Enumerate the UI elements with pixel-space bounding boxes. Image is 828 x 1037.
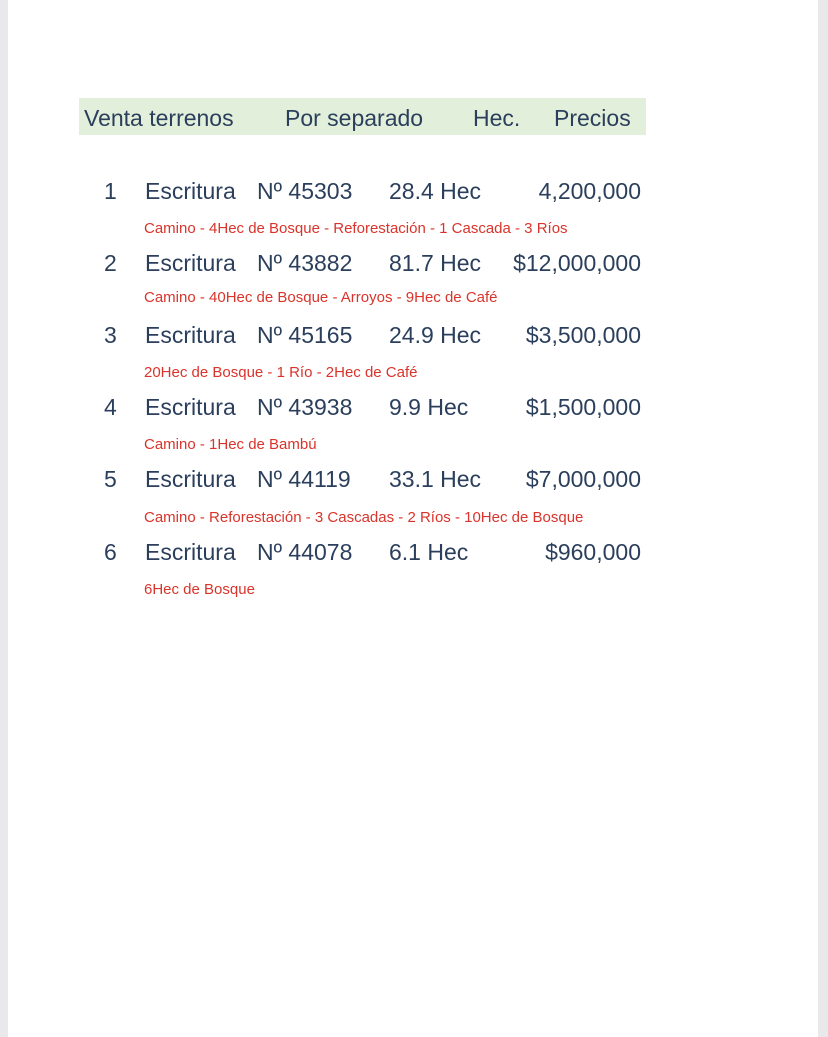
header-prices: Precios — [554, 105, 631, 131]
deed-label: Escritura — [145, 466, 236, 492]
price-value: $960,000 — [545, 539, 641, 565]
hectares-value: 28.4 Hec — [389, 178, 482, 204]
price-value: $12,000,000 — [513, 250, 641, 276]
hectares-value: 9.9 Hec — [389, 394, 469, 420]
header-sale-land: Venta terrenos — [84, 105, 234, 131]
deed-number: Nº 43882 — [257, 250, 353, 276]
row-number: 6 — [104, 539, 117, 565]
price-value: $7,000,000 — [525, 466, 641, 492]
deed-number: Nº 45165 — [257, 322, 353, 348]
row-number: 1 — [104, 178, 117, 204]
deed-number: Nº 45303 — [257, 178, 353, 204]
deed-number: Nº 44119 — [257, 466, 351, 492]
hectares-value: 6.1 Hec — [389, 539, 469, 565]
deed-number: Nº 43938 — [257, 394, 353, 420]
hectares-value: 24.9 Hec — [389, 322, 482, 348]
header-hectares: Hec. — [473, 105, 521, 131]
deed-label: Escritura — [145, 250, 236, 276]
features-note: Camino - 40Hec de Bosque - Arroyos - 9Hec de Café — [144, 289, 498, 306]
price-value: $3,500,000 — [525, 322, 641, 348]
features-note: Camino - 1Hec de Bambú — [144, 436, 317, 453]
price-value: 4,200,000 — [538, 178, 641, 204]
features-note: 20Hec de Bosque - 1 Río - 2Hec de Café — [144, 364, 418, 381]
features-note: 6Hec de Bosque — [144, 581, 255, 598]
row-number: 2 — [104, 250, 117, 276]
deed-label: Escritura — [145, 178, 236, 204]
price-value: $1,500,000 — [525, 394, 641, 420]
row-number: 4 — [104, 394, 117, 420]
deed-label: Escritura — [145, 539, 236, 565]
header-separate: Por separado — [285, 105, 424, 131]
deed-label: Escritura — [145, 322, 236, 348]
hectares-value: 81.7 Hec — [389, 250, 482, 276]
hectares-value: 33.1 Hec — [389, 466, 482, 492]
deed-label: Escritura — [145, 394, 236, 420]
deed-number: Nº 44078 — [257, 539, 353, 565]
features-note: Camino - Reforestación - 3 Cascadas - 2 Ríos - 10Hec de Bosque — [144, 509, 584, 526]
row-number: 3 — [104, 322, 117, 348]
features-note: Camino - 4Hec de Bosque - Reforestación - 1 Cascada - 3 Ríos — [144, 220, 568, 237]
row-number: 5 — [104, 466, 117, 492]
